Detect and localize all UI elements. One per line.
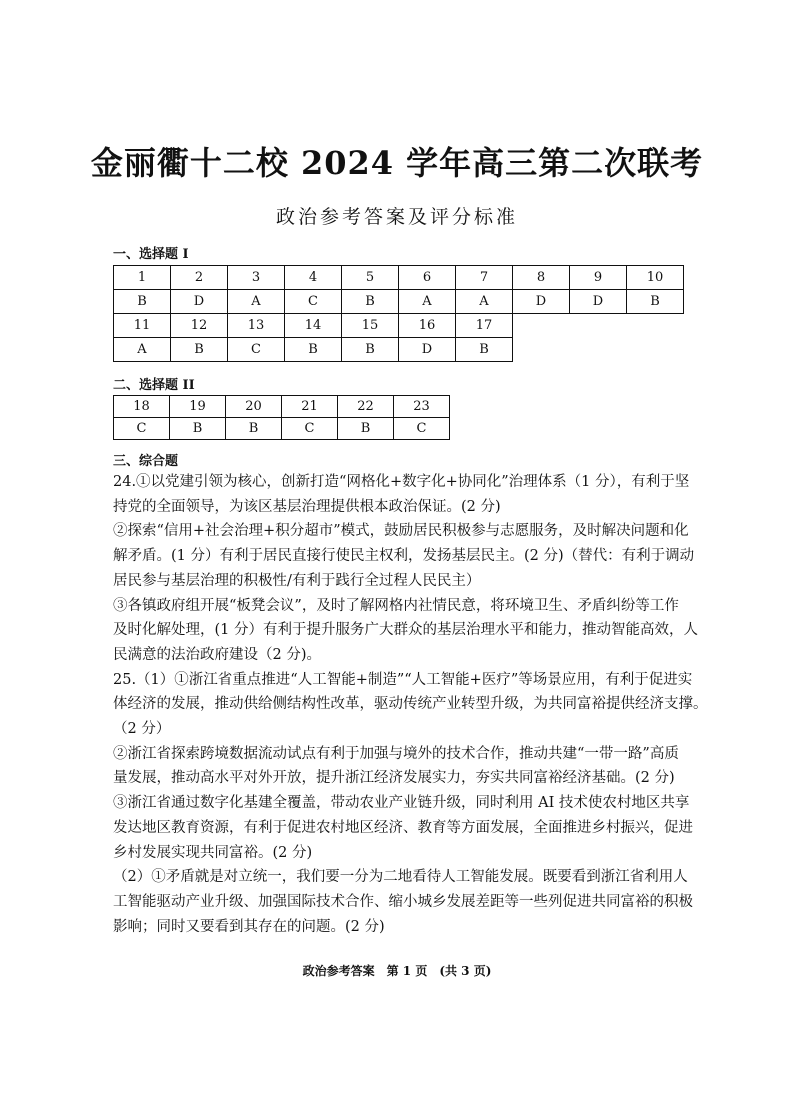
answer-line: 体经济的发展，推动供给侧结构性改革，驱动传统产业转型升级，为共同富裕提供经济支撑。 (113, 696, 708, 713)
table-cell: D (171, 290, 228, 314)
table-row (114, 338, 684, 362)
table-cell: B (338, 418, 394, 440)
table-cell: 20 (226, 396, 282, 418)
table-cell: B (456, 338, 513, 362)
table-cell: 9 (570, 266, 627, 290)
answer-line: 发达地区教育资源，有利于促进农村地区经济、教育等方面发展，全面推进乡村振兴，促进 (113, 819, 693, 836)
answer-line: ③各镇政府组开展“板凳会议”，及时了解网格内社情民意，将环境卫生、矛盾纠纷等工作 (113, 597, 679, 614)
table-cell: B (342, 290, 399, 314)
answer-line: 民满意的法治政府建设（2 分)。 (113, 646, 321, 663)
table-cell: 11 (114, 314, 171, 338)
answer-line: 持党的全面领导，为该区基层治理提供根本政治保证。(2 分) (113, 498, 501, 515)
table-cell: 13 (228, 314, 285, 338)
empty-cell (627, 338, 684, 362)
answer-line: ②探索“信用+社会治理+积分超市”模式，鼓励居民积极参与志愿服务，及时解决问题和化 (113, 523, 689, 540)
table-cell: 18 (114, 396, 170, 418)
answer-line: 居民参与基层治理的积极性/有利于践行全过程人民民主） (113, 572, 481, 589)
table-cell: 19 (170, 396, 226, 418)
table-cell: 1 (114, 266, 171, 290)
table-cell: 16 (399, 314, 456, 338)
table-cell: 22 (338, 396, 394, 418)
table-row (114, 266, 684, 290)
section3-heading: 三、综合题 (113, 454, 179, 469)
answer-line: ③浙江省通过数字化基建全覆盖，带动农业产业链升级，同时利用 AI 技术使农村地区共享 (113, 795, 690, 812)
table-cell: 21 (282, 396, 338, 418)
section2-heading: 二、选择题 II (113, 378, 195, 393)
answer-line: 24.①以党建引领为核心，创新打造“网格化+数字化+协同化”治理体系（1 分），有利于坚 (113, 474, 690, 490)
page-subtitle: 政治参考答案及评分标准 (275, 206, 518, 228)
table-cell: A (228, 290, 285, 314)
table-row (114, 418, 450, 440)
table-cell: A (399, 290, 456, 314)
choice-table-2 (113, 395, 450, 440)
answer-line: 及时化解处理，(1 分）有利于提升服务广大群众的基层治理水平和能力，推动智能高效，人 (113, 622, 698, 639)
choice-table-1 (113, 265, 684, 362)
section1-heading: 一、选择题 I (113, 247, 189, 262)
table-cell: B (170, 418, 226, 440)
table-cell: B (285, 338, 342, 362)
table-cell: C (282, 418, 338, 440)
table-cell: B (171, 338, 228, 362)
answer-line: 乡村发展实现共同富裕。(2 分) (113, 844, 313, 861)
empty-cell (570, 338, 627, 362)
table-cell: 5 (342, 266, 399, 290)
table-cell: A (456, 290, 513, 314)
table-cell: 6 (399, 266, 456, 290)
answer-line: 解矛盾。(1 分）有利于居民直接行使民主权利，发扬基层民主。(2 分)（替代：有利于调动 (113, 548, 695, 565)
page-footer: 政治参考答案 第 1 页 (共 3 页) (302, 964, 492, 978)
table-cell: B (226, 418, 282, 440)
page-title: 金丽衢十二校 2024 学年高三第二次联考 (90, 144, 704, 182)
table-cell: 12 (171, 314, 228, 338)
table-cell: 7 (456, 266, 513, 290)
table-cell: 10 (627, 266, 684, 290)
table-cell: 15 (342, 314, 399, 338)
table-cell: D (513, 290, 570, 314)
empty-cell (513, 314, 570, 338)
answer-line: （2）①矛盾就是对立统一，我们要一分为二地看待人工智能发展。既要看到浙江省利用人 (113, 869, 688, 886)
table-cell: B (342, 338, 399, 362)
empty-cell (570, 314, 627, 338)
answer-line: ②浙江省探索跨境数据流动试点有利于加强与境外的技术合作，推动共建“一带一路”高质 (113, 745, 679, 762)
answer-line: （2 分） (113, 721, 171, 738)
table-cell: A (114, 338, 171, 362)
answer-line: 量发展，推动高水平对外开放，提升浙江经济发展实力，夯实共同富裕经济基础。(2 分) (113, 770, 675, 787)
table-cell: 17 (456, 314, 513, 338)
empty-cell (513, 338, 570, 362)
essay-answers (113, 470, 708, 939)
table-cell: 4 (285, 266, 342, 290)
table-cell: 3 (228, 266, 285, 290)
table-cell: 14 (285, 314, 342, 338)
table-cell: B (114, 290, 171, 314)
table-row (114, 290, 684, 314)
table-cell: C (394, 418, 450, 440)
answer-line: 影响；同时又要看到其存在的问题。(2 分) (113, 918, 385, 935)
table-cell: 2 (171, 266, 228, 290)
table-cell: C (228, 338, 285, 362)
empty-cell (627, 314, 684, 338)
table-cell: B (627, 290, 684, 314)
answer-line: 25.（1）①浙江省重点推进“人工智能+制造”“人工智能+医疗”等场景应用，有利于促进实 (113, 671, 693, 688)
table-cell: C (114, 418, 170, 440)
table-cell: D (570, 290, 627, 314)
table-row (114, 314, 684, 338)
table-cell: 23 (394, 396, 450, 418)
table-row (114, 396, 450, 418)
table-cell: 8 (513, 266, 570, 290)
answer-line: 工智能驱动产业升级、加强国际技术合作、缩小城乡发展差距等一些列促进共同富裕的积极 (113, 893, 693, 910)
table-cell: C (285, 290, 342, 314)
table-cell: D (399, 338, 456, 362)
